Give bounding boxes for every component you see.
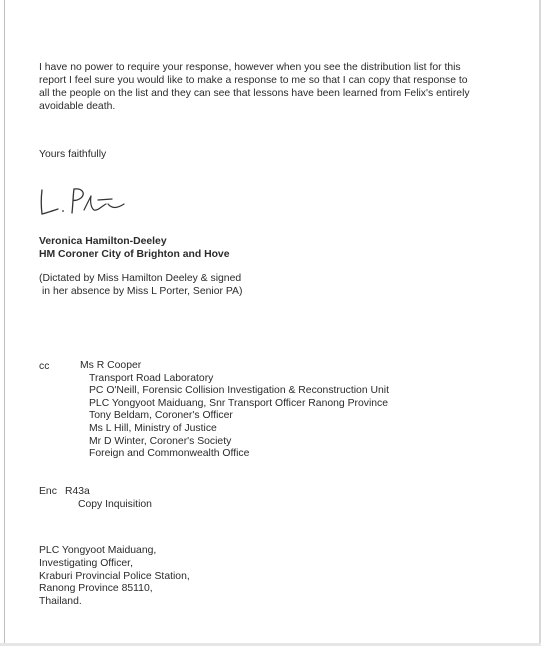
paragraph-line: I have no power to require your response, however when you see the distribution list for this: [39, 62, 461, 73]
handwritten-signature: [36, 184, 136, 220]
enclosure-item: Copy Inquisition: [78, 499, 152, 510]
cc-recipient: Foreign and Commonwealth Office: [89, 448, 250, 460]
cc-recipient: Tony Beldam, Coroner's Officer: [89, 410, 233, 422]
cc-label: cc: [39, 361, 50, 372]
cc-recipient: Mr D Winter, Coroner's Society: [89, 435, 232, 447]
cc-recipient: PC O'Neill, Forensic Collision Investigation & Reconstruction Unit: [89, 385, 389, 397]
cc-recipient: Ms L Hill, Ministry of Justice: [89, 422, 217, 434]
enclosure-label: Enc: [39, 486, 57, 497]
cc-recipient: Transport Road Laboratory: [89, 372, 214, 384]
enclosure-item: R43a: [65, 486, 90, 497]
signatory-title: HM Coroner City of Brighton and Hove: [39, 249, 230, 260]
cc-recipient: Ms R Cooper: [80, 360, 142, 371]
dictated-note: [39, 272, 242, 298]
paragraph-line: all the people on the list and they can see that lessons have been learned from Felix's entirely: [39, 88, 470, 99]
dictated-line: (Dictated by Miss Hamilton Deeley & signed: [39, 273, 242, 284]
dictated-line: in her absence by Miss L Porter, Senior PA): [42, 286, 243, 297]
address-line: Thailand.: [39, 596, 82, 608]
sign-off: Yours faithfully: [39, 149, 107, 160]
page-left-edge: [4, 0, 5, 646]
address-line: PLC Yongyoot Maiduang,: [39, 545, 157, 556]
signatory-block: [39, 235, 230, 261]
address-line: Kraburi Provincial Police Station,: [39, 570, 190, 582]
signatory-name: Veronica Hamilton-Deeley: [39, 236, 167, 247]
address-line: Ranong Province 85110,: [39, 583, 153, 595]
closing-paragraph: [39, 61, 519, 113]
cc-recipient-list: [80, 360, 389, 461]
cc-recipient: PLC Yongyoot Maiduang, Snr Transport Officer Ranong Province: [89, 397, 389, 409]
paragraph-line: avoidable death.: [39, 101, 116, 112]
enclosure-list: [65, 485, 152, 511]
recipient-address: [39, 545, 190, 609]
paragraph-line: report I feel sure you would like to make a response to me so that I can copy that response to: [39, 75, 468, 86]
address-line: Investigating Officer,: [39, 557, 133, 569]
